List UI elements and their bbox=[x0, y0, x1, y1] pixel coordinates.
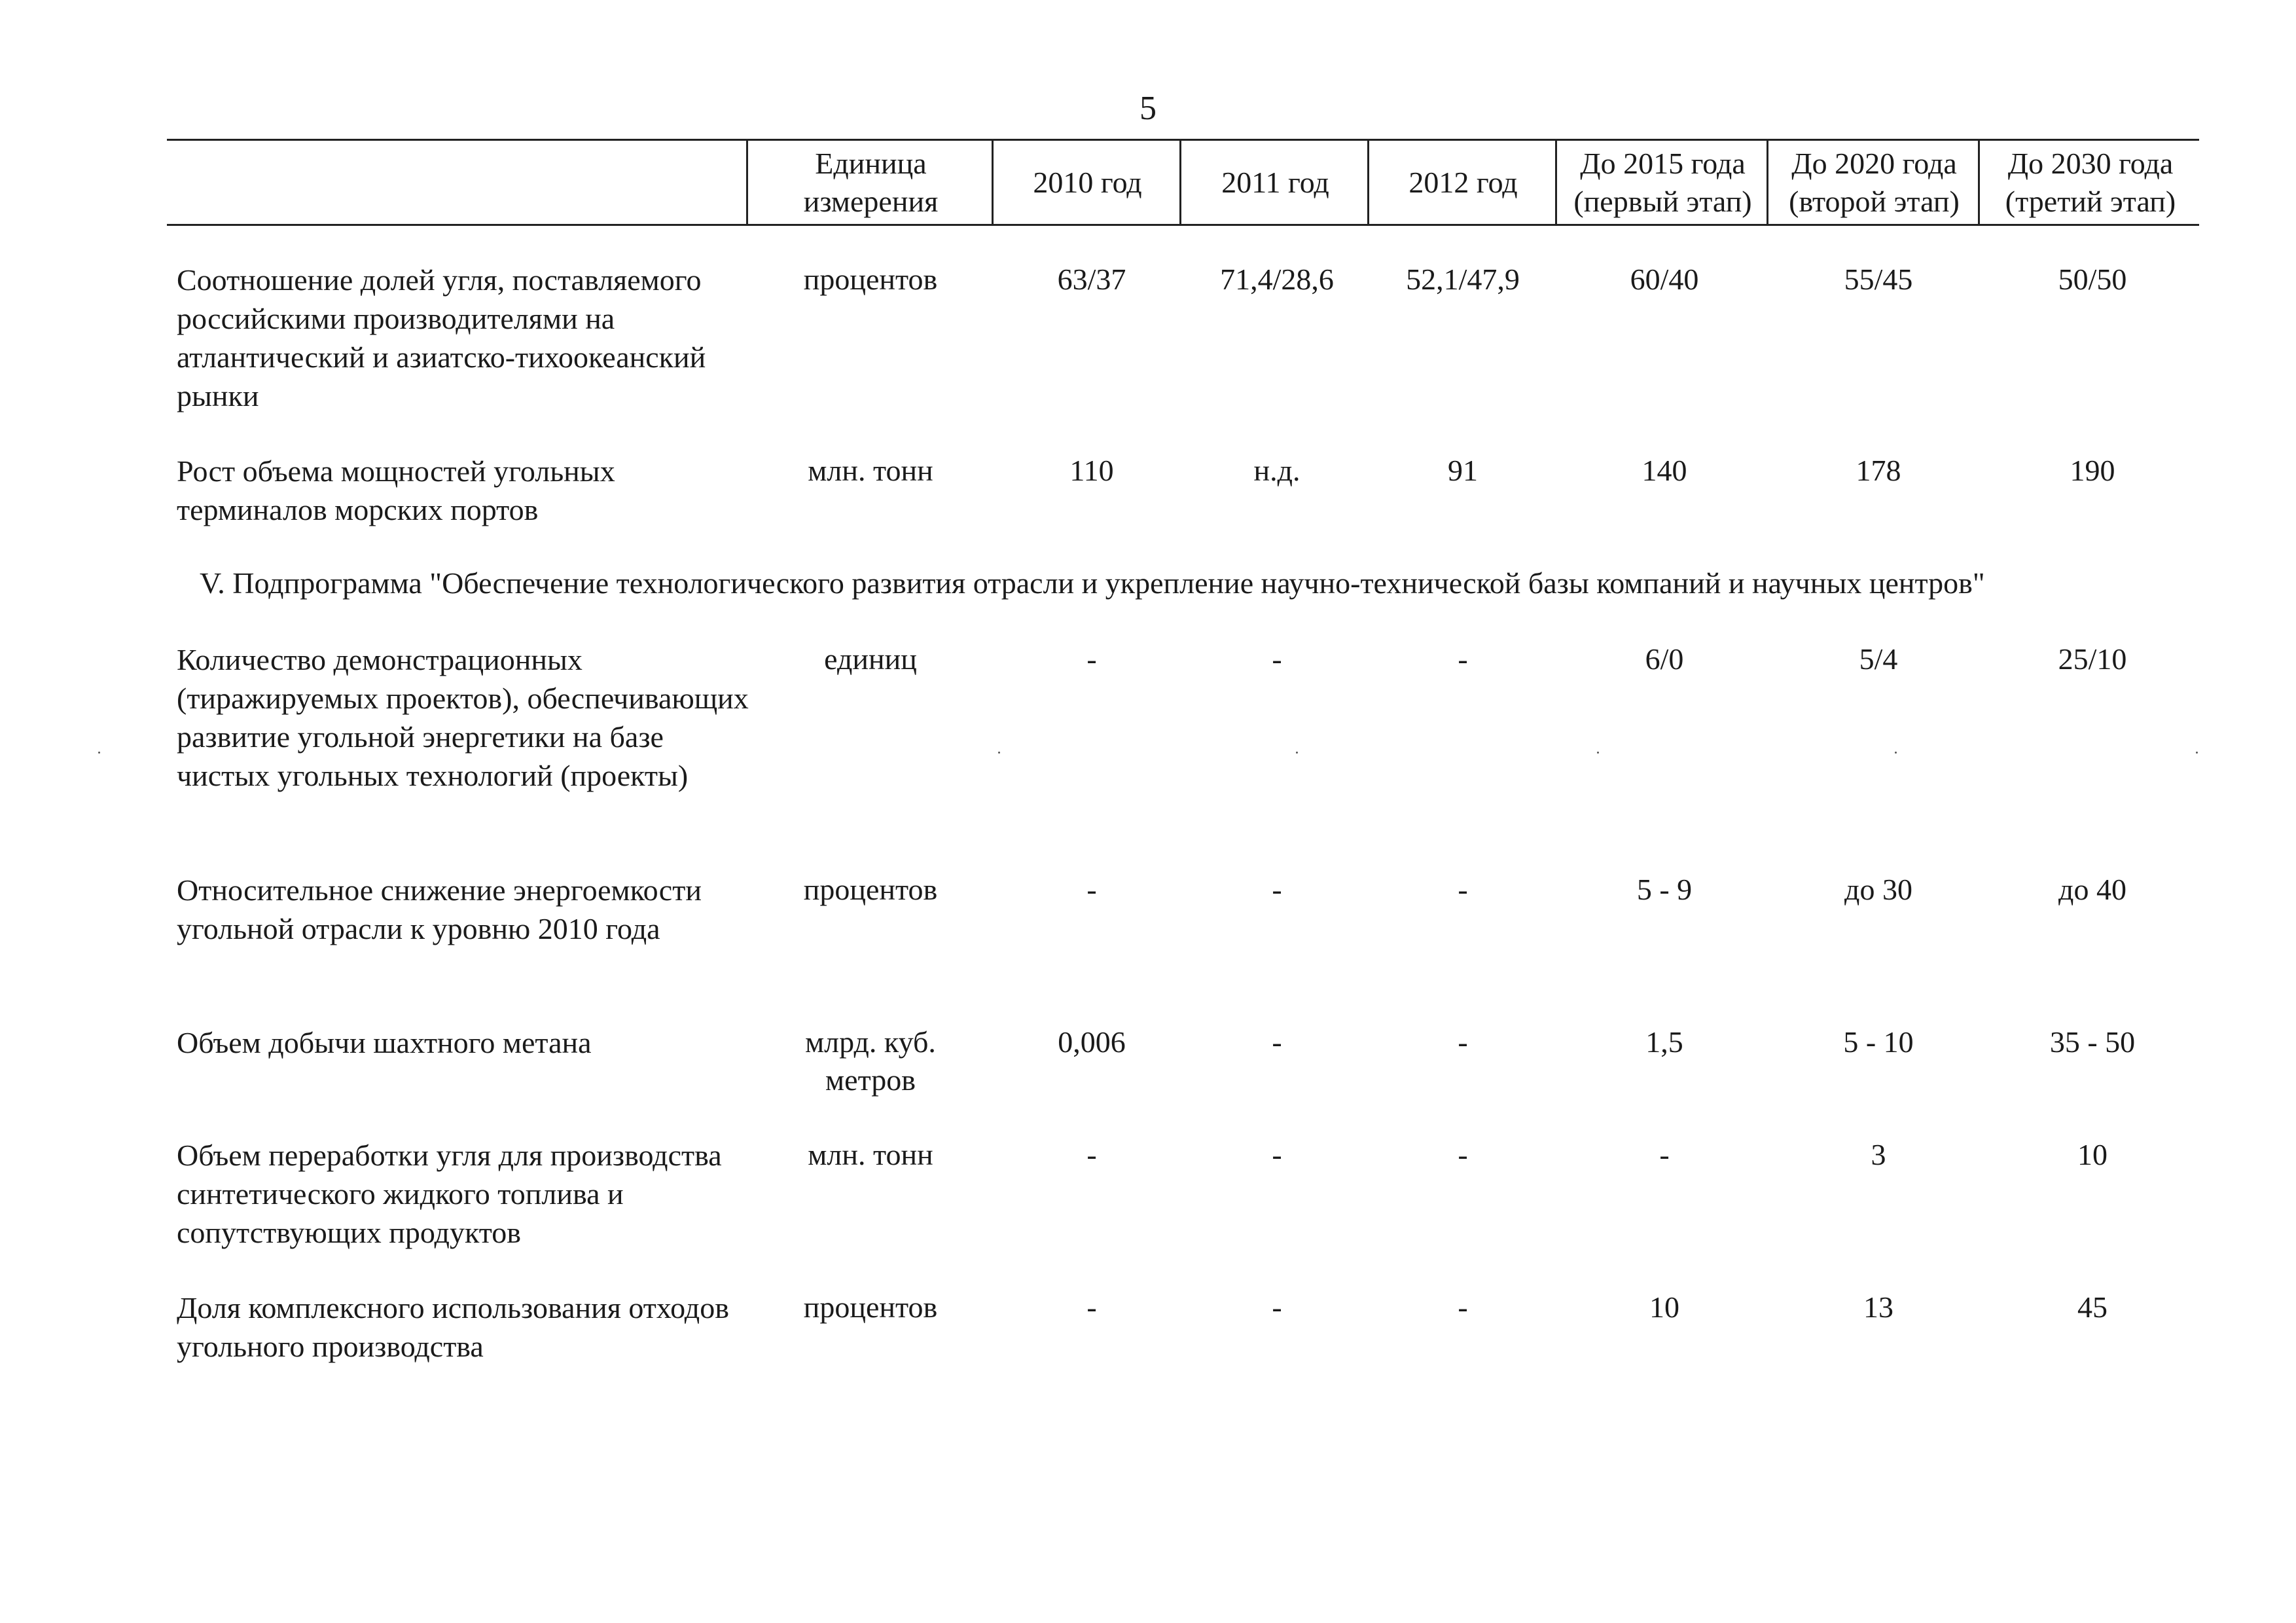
scan-speck bbox=[1296, 752, 1298, 754]
section-title: V. Подпрограмма "Обеспечение технологического развития отрасли и укрепление научно-технической базы компаний и научных центров" bbox=[200, 566, 1985, 600]
value-2015: 140 bbox=[1641, 454, 1687, 487]
value-2012: - bbox=[1458, 873, 1468, 906]
value-2030: 10 bbox=[2077, 1138, 2108, 1171]
value-2020: до 30 bbox=[1844, 873, 1912, 906]
header-cell-2011: 2011 год bbox=[1179, 141, 1369, 224]
value-2011: - bbox=[1272, 1138, 1282, 1171]
header-cell-2030: До 2030 года (третий этап) bbox=[1978, 141, 2201, 224]
row-unit: процентов bbox=[803, 873, 938, 906]
value-2012: - bbox=[1458, 1025, 1468, 1059]
value-2012: - bbox=[1458, 1138, 1468, 1171]
value-2010: - bbox=[1086, 1290, 1097, 1324]
scan-speck bbox=[998, 752, 1000, 754]
value-2012: - bbox=[1458, 1290, 1468, 1324]
value-2020: 5 - 10 bbox=[1843, 1025, 1914, 1059]
value-2011: н.д. bbox=[1253, 454, 1300, 487]
scan-speck bbox=[1597, 752, 1599, 754]
row-unit: млн. тонн bbox=[808, 454, 933, 487]
value-2010: - bbox=[1086, 642, 1097, 676]
value-2011: - bbox=[1272, 642, 1282, 676]
value-2015: 6/0 bbox=[1645, 642, 1684, 676]
value-2020: 3 bbox=[1871, 1138, 1886, 1171]
header-cell-unit: Единица измерения bbox=[746, 141, 994, 224]
row-indicator-name: Рост объема мощностей угольных терминалов морских портов bbox=[177, 454, 615, 526]
value-2030: 25/10 bbox=[2058, 642, 2127, 676]
value-2010: - bbox=[1086, 873, 1097, 906]
value-2010: 110 bbox=[1069, 454, 1114, 487]
value-2030: 50/50 bbox=[2058, 263, 2127, 296]
row-indicator-name: Количество демонстрационных (тиражируемых проектов), обеспечивающих развитие угольной энергетики на базе чистых угольных технологий (проекты) bbox=[177, 643, 749, 792]
value-2012: 91 bbox=[1448, 454, 1478, 487]
row-unit: млрд. куб. метров bbox=[805, 1025, 936, 1097]
header-cell-indicator bbox=[167, 141, 746, 224]
table-header bbox=[167, 139, 2199, 226]
row-indicator-name: Объем переработки угля для производства синтетического жидкого топлива и сопутствующих продуктов bbox=[177, 1139, 722, 1249]
header-cell-2015: До 2015 года (первый этап) bbox=[1555, 141, 1768, 224]
value-2011: - bbox=[1272, 1025, 1282, 1059]
value-2030: 45 bbox=[2077, 1290, 2108, 1324]
value-2030: 35 - 50 bbox=[2049, 1025, 2136, 1059]
value-2015: 1,5 bbox=[1645, 1025, 1683, 1059]
value-2010: - bbox=[1086, 1138, 1097, 1171]
value-2015: 60/40 bbox=[1630, 263, 1699, 296]
value-2015: - bbox=[1659, 1138, 1670, 1171]
row-indicator-name: Относительное снижение энергоемкости угольной отрасли к уровню 2010 года bbox=[177, 873, 702, 945]
value-2010: 63/37 bbox=[1057, 263, 1126, 296]
scan-speck bbox=[1895, 752, 1897, 754]
value-2012: 52,1/47,9 bbox=[1406, 263, 1520, 296]
header-cell-2020: До 2020 года (второй этап) bbox=[1767, 141, 1980, 224]
value-2020: 55/45 bbox=[1844, 263, 1913, 296]
value-2030: 190 bbox=[2070, 454, 2115, 487]
page-number: 5 bbox=[1139, 90, 1157, 127]
value-2015: 5 - 9 bbox=[1636, 873, 1693, 906]
value-2030: до 40 bbox=[2058, 873, 2126, 906]
value-2011: - bbox=[1272, 1290, 1282, 1324]
value-2015: 10 bbox=[1649, 1290, 1679, 1324]
scan-speck bbox=[2196, 752, 2198, 754]
value-2011: - bbox=[1272, 873, 1282, 906]
header-cell-2012: 2012 год bbox=[1367, 141, 1557, 224]
row-indicator-name: Доля комплексного использования отходов угольного производства bbox=[177, 1291, 729, 1363]
value-2020: 5/4 bbox=[1859, 642, 1898, 676]
header-cell-2010: 2010 год bbox=[992, 141, 1181, 224]
row-indicator-name: Соотношение долей угля, поставляемого российскими производителями на атлантический и азиатско-тихоокеанский рынки bbox=[177, 263, 706, 412]
value-2011: 71,4/28,6 bbox=[1220, 263, 1334, 296]
row-unit: единиц bbox=[824, 642, 917, 676]
row-indicator-name: Объем добычи шахтного метана bbox=[177, 1026, 592, 1059]
row-unit: процентов bbox=[803, 1290, 938, 1324]
row-unit: млн. тонн bbox=[808, 1138, 933, 1171]
scan-speck bbox=[98, 752, 100, 754]
value-2012: - bbox=[1458, 642, 1468, 676]
row-unit: процентов bbox=[803, 263, 938, 296]
value-2020: 178 bbox=[1856, 454, 1901, 487]
value-2020: 13 bbox=[1863, 1290, 1893, 1324]
value-2010: 0,006 bbox=[1058, 1025, 1126, 1059]
